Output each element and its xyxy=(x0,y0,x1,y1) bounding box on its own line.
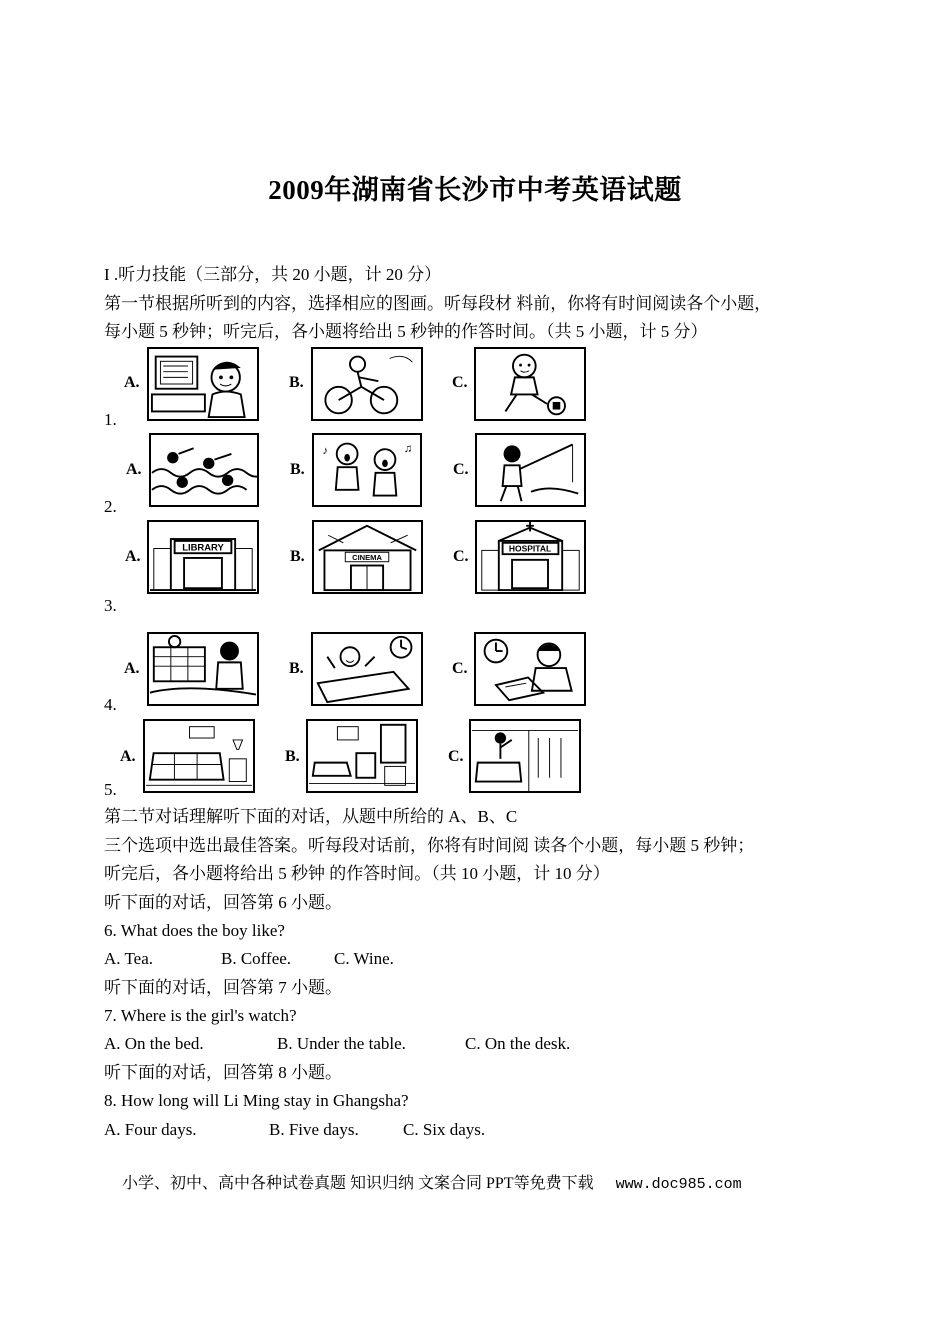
option-label-c: C. xyxy=(448,748,464,765)
question-number-4: 4. xyxy=(104,695,117,714)
question-6-intro: 听下面的对话，回答第 6 小题。 xyxy=(104,893,342,912)
girl-writing-clock-image xyxy=(474,632,586,706)
room-with-table-image xyxy=(306,719,418,793)
hospital-sign-text: HOSPITAL xyxy=(508,543,552,554)
section1-instructions-line1: 第一节根据所听到的内容，选择相应的图画。听每段材 料前，你将有时间阅读各个小题， xyxy=(104,294,772,313)
question-number-3: 3. xyxy=(104,596,117,615)
question-6-option-b: B. Coffee. xyxy=(221,949,292,968)
question-7-text: 7. Where is the girl's watch? xyxy=(104,1006,297,1025)
people-swimming-image xyxy=(149,433,259,507)
question-7-option-c: C. On the desk. xyxy=(465,1034,571,1053)
question-6-option-c: C. Wine. xyxy=(334,949,394,968)
option-label-a: A. xyxy=(124,660,140,677)
page-footer xyxy=(122,1170,742,1193)
hospital-building-image xyxy=(475,520,586,594)
page-title: 2009年湖南省长沙市中考英语试题 xyxy=(268,175,682,205)
option-label-a: A. xyxy=(120,748,136,765)
option-label-c: C. xyxy=(452,374,468,391)
question-8-intro: 听下面的对话，回答第 8 小题。 xyxy=(104,1063,342,1082)
boy-playing-football-image xyxy=(474,347,586,421)
section1-heading: I .听力技能（三部分，共 20 小题，计 20 分） xyxy=(104,265,442,284)
section2-instructions-line1: 第二节对话理解听下面的对话，从题中所给的 A、B、C xyxy=(104,807,518,826)
children-singing-image xyxy=(312,433,422,507)
library-building-image xyxy=(147,520,259,594)
question-8-option-c: C. Six days. xyxy=(403,1120,486,1139)
section1-instructions-line2: 每小题 5 秒钟；听完后，各小题将给出 5 秒钟的作答时间。（共 5 小题，计 5 分） xyxy=(104,322,708,341)
option-label-b: B. xyxy=(290,548,305,565)
option-label-b: B. xyxy=(290,461,305,478)
section2-instructions-line2: 三个选项中选出最佳答案。听每段对话前，你将有时间阅 读各个小题，每小题 5 秒钟； xyxy=(104,836,755,855)
question-8-option-b: B. Five days. xyxy=(269,1120,359,1139)
boy-at-computer-image xyxy=(147,347,259,421)
question-8-option-a: A. Four days. xyxy=(104,1120,197,1139)
question-number-1: 1. xyxy=(104,410,117,429)
question-8-text: 8. How long will Li Ming stay in Ghangsha? xyxy=(104,1091,409,1110)
question-7-intro: 听下面的对话，回答第 7 小题。 xyxy=(104,978,342,997)
boy-in-room-image xyxy=(469,719,581,793)
option-label-b: B. xyxy=(289,374,304,391)
question-6-option-a: A. Tea. xyxy=(104,949,154,968)
cinema-sign-text: CINEMA xyxy=(352,552,382,562)
option-label-b: B. xyxy=(289,660,304,677)
svg-text:♪: ♪ xyxy=(322,444,329,457)
section2-instructions-line3: 听完后，各小题将给出 5 秒钟 的作答时间。（共 10 小题，计 10 分） xyxy=(104,864,610,883)
question-7-option-b: B. Under the table. xyxy=(277,1034,406,1053)
boy-riding-bike-image xyxy=(311,347,423,421)
girl-at-calendar-image xyxy=(147,632,259,706)
living-room-sofa-image xyxy=(143,719,255,793)
option-label-a: A. xyxy=(125,548,141,565)
question-7-option-a: A. On the bed. xyxy=(104,1034,204,1053)
footer-url-link[interactable]: www.doc985.com xyxy=(615,1176,742,1193)
svg-text:♫: ♫ xyxy=(403,443,413,456)
boy-fishing-image xyxy=(475,433,586,507)
option-label-a: A. xyxy=(124,374,140,391)
option-label-c: C. xyxy=(453,548,469,565)
option-label-c: C. xyxy=(453,461,469,478)
option-label-c: C. xyxy=(452,660,468,677)
option-label-a: A. xyxy=(126,461,142,478)
question-number-2: 2. xyxy=(104,497,117,516)
question-number-5: 5. xyxy=(104,780,117,799)
footer-text: 小学、初中、高中各种试卷真题 知识归纳 文案合同 PPT等免费下载 xyxy=(122,1175,594,1192)
library-sign-text: LIBRARY xyxy=(182,542,224,554)
option-label-b: B. xyxy=(285,748,300,765)
question-6-text: 6. What does the boy like? xyxy=(104,921,285,940)
boy-waking-up-clock-image xyxy=(311,632,423,706)
cinema-building-image xyxy=(312,520,423,594)
